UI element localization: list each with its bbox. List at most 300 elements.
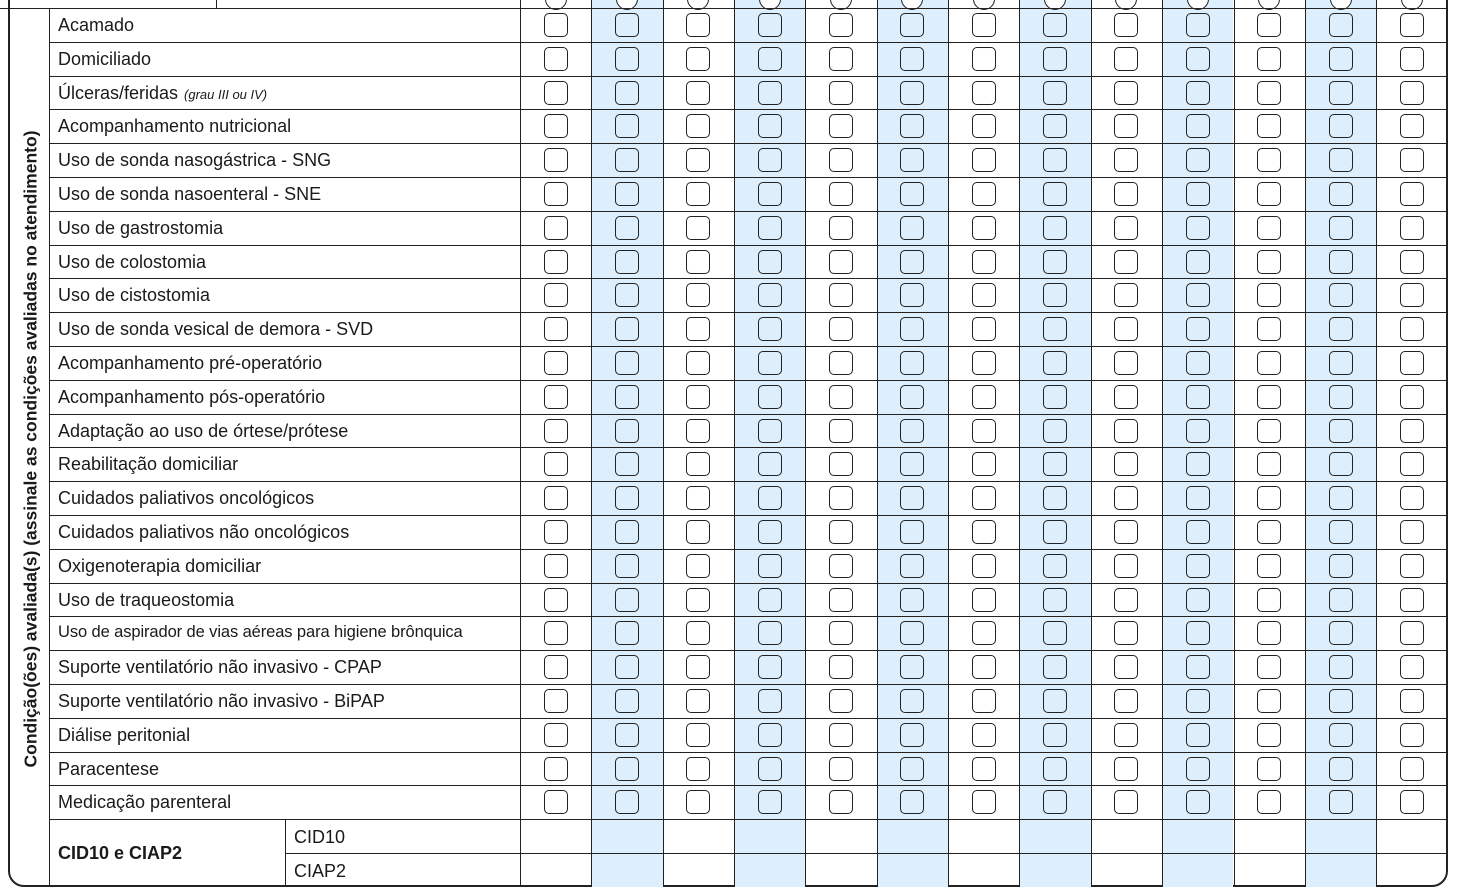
condition-checkbox[interactable] — [1329, 182, 1353, 206]
condition-checkbox[interactable] — [829, 385, 853, 409]
condition-checkbox[interactable] — [1257, 317, 1281, 341]
condition-checkbox[interactable] — [544, 452, 568, 476]
condition-checkbox[interactable] — [1043, 283, 1067, 307]
condition-checkbox[interactable] — [1257, 250, 1281, 274]
condition-checkbox[interactable] — [758, 283, 782, 307]
condition-checkbox[interactable] — [544, 757, 568, 781]
condition-checkbox[interactable] — [615, 114, 639, 138]
condition-checkbox[interactable] — [972, 148, 996, 172]
condition-checkbox[interactable] — [1043, 385, 1067, 409]
condition-checkbox[interactable] — [972, 486, 996, 510]
condition-checkbox[interactable] — [1186, 216, 1210, 240]
condition-checkbox[interactable] — [544, 351, 568, 375]
condition-checkbox[interactable] — [615, 81, 639, 105]
condition-checkbox[interactable] — [686, 790, 710, 814]
condition-checkbox[interactable] — [758, 81, 782, 105]
condition-checkbox[interactable] — [758, 486, 782, 510]
condition-checkbox[interactable] — [829, 317, 853, 341]
condition-checkbox[interactable] — [1400, 452, 1424, 476]
cid-code-input[interactable] — [878, 820, 947, 852]
condition-checkbox[interactable] — [1257, 689, 1281, 713]
condition-checkbox[interactable] — [972, 419, 996, 443]
condition-checkbox[interactable] — [1329, 419, 1353, 443]
condition-checkbox[interactable] — [972, 250, 996, 274]
cid-code-input[interactable] — [592, 820, 661, 852]
cid-code-input[interactable] — [1092, 820, 1161, 852]
condition-checkbox[interactable] — [1257, 621, 1281, 645]
condition-checkbox[interactable] — [972, 114, 996, 138]
condition-checkbox[interactable] — [1257, 520, 1281, 544]
condition-checkbox[interactable] — [900, 148, 924, 172]
condition-checkbox[interactable] — [1257, 216, 1281, 240]
condition-checkbox[interactable] — [758, 351, 782, 375]
condition-checkbox[interactable] — [758, 148, 782, 172]
condition-checkbox[interactable] — [1400, 317, 1424, 341]
condition-checkbox[interactable] — [1257, 419, 1281, 443]
condition-checkbox[interactable] — [1114, 790, 1138, 814]
condition-checkbox[interactable] — [615, 621, 639, 645]
condition-checkbox[interactable] — [972, 283, 996, 307]
cid-code-input[interactable] — [735, 854, 804, 886]
condition-checkbox[interactable] — [758, 182, 782, 206]
condition-checkbox[interactable] — [1329, 317, 1353, 341]
condition-checkbox[interactable] — [972, 621, 996, 645]
condition-checkbox[interactable] — [615, 520, 639, 544]
condition-checkbox[interactable] — [1114, 317, 1138, 341]
condition-checkbox[interactable] — [1400, 655, 1424, 679]
condition-checkbox[interactable] — [758, 13, 782, 37]
condition-checkbox[interactable] — [615, 486, 639, 510]
condition-checkbox[interactable] — [1114, 554, 1138, 578]
condition-checkbox[interactable] — [1257, 723, 1281, 747]
condition-checkbox[interactable] — [1114, 13, 1138, 37]
condition-checkbox[interactable] — [1186, 114, 1210, 138]
condition-checkbox[interactable] — [1114, 182, 1138, 206]
condition-checkbox[interactable] — [686, 520, 710, 544]
condition-checkbox[interactable] — [900, 689, 924, 713]
condition-checkbox[interactable] — [829, 554, 853, 578]
condition-checkbox[interactable] — [1043, 419, 1067, 443]
condition-checkbox[interactable] — [615, 182, 639, 206]
condition-checkbox[interactable] — [1043, 790, 1067, 814]
condition-checkbox[interactable] — [758, 419, 782, 443]
condition-checkbox[interactable] — [900, 621, 924, 645]
condition-checkbox[interactable] — [615, 250, 639, 274]
cid-code-input[interactable] — [592, 854, 661, 886]
condition-checkbox[interactable] — [829, 452, 853, 476]
condition-checkbox[interactable] — [544, 283, 568, 307]
condition-checkbox[interactable] — [1186, 47, 1210, 71]
cid-code-input[interactable] — [1377, 854, 1446, 886]
condition-checkbox[interactable] — [829, 13, 853, 37]
condition-checkbox[interactable] — [1400, 723, 1424, 747]
condition-checkbox[interactable] — [1043, 351, 1067, 375]
condition-checkbox[interactable] — [1186, 655, 1210, 679]
condition-checkbox[interactable] — [544, 81, 568, 105]
condition-checkbox[interactable] — [972, 757, 996, 781]
condition-checkbox[interactable] — [686, 689, 710, 713]
condition-checkbox[interactable] — [1186, 419, 1210, 443]
condition-checkbox[interactable] — [758, 655, 782, 679]
condition-checkbox[interactable] — [972, 554, 996, 578]
condition-checkbox[interactable] — [1186, 790, 1210, 814]
condition-checkbox[interactable] — [1329, 283, 1353, 307]
condition-checkbox[interactable] — [1400, 81, 1424, 105]
condition-checkbox[interactable] — [615, 588, 639, 612]
condition-checkbox[interactable] — [615, 148, 639, 172]
condition-checkbox[interactable] — [1400, 790, 1424, 814]
condition-checkbox[interactable] — [544, 621, 568, 645]
condition-checkbox[interactable] — [1257, 588, 1281, 612]
condition-checkbox[interactable] — [1400, 216, 1424, 240]
cid-code-input[interactable] — [1306, 820, 1375, 852]
condition-checkbox[interactable] — [829, 621, 853, 645]
condition-checkbox[interactable] — [829, 723, 853, 747]
condition-checkbox[interactable] — [1329, 655, 1353, 679]
condition-checkbox[interactable] — [1043, 723, 1067, 747]
condition-checkbox[interactable] — [686, 148, 710, 172]
condition-checkbox[interactable] — [900, 13, 924, 37]
condition-checkbox[interactable] — [1257, 47, 1281, 71]
condition-checkbox[interactable] — [1186, 689, 1210, 713]
condition-checkbox[interactable] — [686, 283, 710, 307]
condition-checkbox[interactable] — [544, 655, 568, 679]
condition-checkbox[interactable] — [1114, 520, 1138, 544]
condition-checkbox[interactable] — [1329, 114, 1353, 138]
condition-checkbox[interactable] — [1114, 655, 1138, 679]
condition-checkbox[interactable] — [544, 47, 568, 71]
condition-checkbox[interactable] — [972, 317, 996, 341]
cid-code-input[interactable] — [1020, 854, 1089, 886]
condition-checkbox[interactable] — [1329, 486, 1353, 510]
condition-checkbox[interactable] — [900, 757, 924, 781]
condition-checkbox[interactable] — [1257, 757, 1281, 781]
condition-checkbox[interactable] — [1329, 588, 1353, 612]
cid-code-input[interactable] — [1235, 854, 1304, 886]
cid-code-input[interactable] — [878, 854, 947, 886]
condition-checkbox[interactable] — [1257, 148, 1281, 172]
cid-code-input[interactable] — [1020, 820, 1089, 852]
condition-checkbox[interactable] — [1043, 588, 1067, 612]
condition-checkbox[interactable] — [686, 554, 710, 578]
condition-checkbox[interactable] — [829, 419, 853, 443]
condition-checkbox[interactable] — [615, 452, 639, 476]
condition-checkbox[interactable] — [972, 182, 996, 206]
condition-checkbox[interactable] — [615, 655, 639, 679]
condition-checkbox[interactable] — [615, 723, 639, 747]
condition-checkbox[interactable] — [1043, 13, 1067, 37]
condition-checkbox[interactable] — [615, 13, 639, 37]
condition-checkbox[interactable] — [972, 81, 996, 105]
condition-checkbox[interactable] — [1257, 114, 1281, 138]
condition-checkbox[interactable] — [1257, 13, 1281, 37]
condition-checkbox[interactable] — [829, 182, 853, 206]
condition-checkbox[interactable] — [972, 13, 996, 37]
condition-checkbox[interactable] — [544, 148, 568, 172]
condition-checkbox[interactable] — [900, 790, 924, 814]
condition-checkbox[interactable] — [1043, 757, 1067, 781]
condition-checkbox[interactable] — [900, 520, 924, 544]
condition-checkbox[interactable] — [1400, 621, 1424, 645]
condition-checkbox[interactable] — [1043, 182, 1067, 206]
condition-checkbox[interactable] — [1043, 81, 1067, 105]
condition-checkbox[interactable] — [1257, 182, 1281, 206]
condition-checkbox[interactable] — [1186, 182, 1210, 206]
condition-checkbox[interactable] — [758, 452, 782, 476]
condition-checkbox[interactable] — [758, 790, 782, 814]
condition-checkbox[interactable] — [900, 114, 924, 138]
condition-checkbox[interactable] — [1043, 216, 1067, 240]
condition-checkbox[interactable] — [1114, 385, 1138, 409]
condition-checkbox[interactable] — [615, 216, 639, 240]
condition-checkbox[interactable] — [615, 554, 639, 578]
condition-checkbox[interactable] — [900, 486, 924, 510]
condition-checkbox[interactable] — [972, 655, 996, 679]
condition-checkbox[interactable] — [758, 114, 782, 138]
condition-checkbox[interactable] — [758, 757, 782, 781]
condition-checkbox[interactable] — [686, 621, 710, 645]
condition-checkbox[interactable] — [1114, 216, 1138, 240]
condition-checkbox[interactable] — [1257, 81, 1281, 105]
condition-checkbox[interactable] — [972, 790, 996, 814]
condition-checkbox[interactable] — [1186, 81, 1210, 105]
condition-checkbox[interactable] — [1186, 148, 1210, 172]
condition-checkbox[interactable] — [544, 419, 568, 443]
condition-checkbox[interactable] — [829, 520, 853, 544]
condition-checkbox[interactable] — [1400, 554, 1424, 578]
condition-checkbox[interactable] — [544, 216, 568, 240]
condition-checkbox[interactable] — [758, 621, 782, 645]
condition-checkbox[interactable] — [1043, 317, 1067, 341]
condition-checkbox[interactable] — [1400, 148, 1424, 172]
condition-checkbox[interactable] — [758, 520, 782, 544]
condition-checkbox[interactable] — [829, 114, 853, 138]
cid-code-input[interactable] — [949, 820, 1018, 852]
cid-code-input[interactable] — [806, 820, 875, 852]
condition-checkbox[interactable] — [829, 588, 853, 612]
condition-checkbox[interactable] — [1043, 554, 1067, 578]
cid-code-input[interactable] — [1163, 820, 1232, 852]
cid-code-input[interactable] — [664, 854, 733, 886]
condition-checkbox[interactable] — [1114, 621, 1138, 645]
condition-checkbox[interactable] — [686, 216, 710, 240]
condition-checkbox[interactable] — [1329, 216, 1353, 240]
condition-checkbox[interactable] — [758, 554, 782, 578]
condition-checkbox[interactable] — [972, 216, 996, 240]
condition-checkbox[interactable] — [1186, 351, 1210, 375]
condition-checkbox[interactable] — [972, 588, 996, 612]
condition-checkbox[interactable] — [829, 216, 853, 240]
condition-checkbox[interactable] — [1114, 283, 1138, 307]
condition-checkbox[interactable] — [544, 317, 568, 341]
condition-checkbox[interactable] — [1400, 250, 1424, 274]
condition-checkbox[interactable] — [1257, 385, 1281, 409]
condition-checkbox[interactable] — [900, 723, 924, 747]
condition-checkbox[interactable] — [1114, 723, 1138, 747]
condition-checkbox[interactable] — [1186, 588, 1210, 612]
condition-checkbox[interactable] — [1329, 520, 1353, 544]
condition-checkbox[interactable] — [1043, 655, 1067, 679]
condition-checkbox[interactable] — [1400, 588, 1424, 612]
condition-checkbox[interactable] — [615, 757, 639, 781]
condition-checkbox[interactable] — [1400, 182, 1424, 206]
condition-checkbox[interactable] — [686, 13, 710, 37]
condition-checkbox[interactable] — [1400, 351, 1424, 375]
condition-checkbox[interactable] — [900, 216, 924, 240]
condition-checkbox[interactable] — [1114, 486, 1138, 510]
condition-checkbox[interactable] — [1186, 13, 1210, 37]
condition-checkbox[interactable] — [1043, 486, 1067, 510]
condition-checkbox[interactable] — [972, 47, 996, 71]
condition-checkbox[interactable] — [1186, 250, 1210, 274]
condition-checkbox[interactable] — [1329, 554, 1353, 578]
condition-checkbox[interactable] — [1400, 283, 1424, 307]
condition-checkbox[interactable] — [1186, 757, 1210, 781]
cid-code-input[interactable] — [1163, 854, 1232, 886]
condition-checkbox[interactable] — [972, 351, 996, 375]
cid-code-input[interactable] — [1092, 854, 1161, 886]
cid-code-input[interactable] — [521, 820, 590, 852]
condition-checkbox[interactable] — [900, 385, 924, 409]
condition-checkbox[interactable] — [829, 47, 853, 71]
condition-checkbox[interactable] — [615, 317, 639, 341]
condition-checkbox[interactable] — [544, 588, 568, 612]
condition-checkbox[interactable] — [1329, 757, 1353, 781]
condition-checkbox[interactable] — [758, 250, 782, 274]
cid-code-input[interactable] — [735, 820, 804, 852]
condition-checkbox[interactable] — [900, 554, 924, 578]
condition-checkbox[interactable] — [615, 385, 639, 409]
condition-checkbox[interactable] — [1329, 148, 1353, 172]
condition-checkbox[interactable] — [758, 588, 782, 612]
condition-checkbox[interactable] — [1257, 790, 1281, 814]
condition-checkbox[interactable] — [1114, 81, 1138, 105]
condition-checkbox[interactable] — [1186, 317, 1210, 341]
condition-checkbox[interactable] — [1186, 385, 1210, 409]
condition-checkbox[interactable] — [686, 452, 710, 476]
condition-checkbox[interactable] — [544, 114, 568, 138]
condition-checkbox[interactable] — [900, 655, 924, 679]
condition-checkbox[interactable] — [1043, 689, 1067, 713]
condition-checkbox[interactable] — [615, 47, 639, 71]
condition-checkbox[interactable] — [1257, 351, 1281, 375]
condition-checkbox[interactable] — [900, 452, 924, 476]
condition-checkbox[interactable] — [1400, 757, 1424, 781]
condition-checkbox[interactable] — [1043, 47, 1067, 71]
condition-checkbox[interactable] — [1257, 452, 1281, 476]
condition-checkbox[interactable] — [1043, 114, 1067, 138]
condition-checkbox[interactable] — [829, 351, 853, 375]
condition-checkbox[interactable] — [1186, 452, 1210, 476]
condition-checkbox[interactable] — [1114, 351, 1138, 375]
condition-checkbox[interactable] — [686, 419, 710, 443]
condition-checkbox[interactable] — [544, 13, 568, 37]
condition-checkbox[interactable] — [1043, 452, 1067, 476]
condition-checkbox[interactable] — [615, 351, 639, 375]
condition-checkbox[interactable] — [544, 182, 568, 206]
condition-checkbox[interactable] — [615, 790, 639, 814]
condition-checkbox[interactable] — [758, 723, 782, 747]
condition-checkbox[interactable] — [1186, 723, 1210, 747]
condition-checkbox[interactable] — [544, 723, 568, 747]
cid-code-input[interactable] — [949, 854, 1018, 886]
condition-checkbox[interactable] — [900, 317, 924, 341]
cid-code-input[interactable] — [664, 820, 733, 852]
condition-checkbox[interactable] — [900, 81, 924, 105]
condition-checkbox[interactable] — [829, 283, 853, 307]
condition-checkbox[interactable] — [544, 486, 568, 510]
condition-checkbox[interactable] — [1329, 81, 1353, 105]
condition-checkbox[interactable] — [900, 47, 924, 71]
cid-code-input[interactable] — [1377, 820, 1446, 852]
condition-checkbox[interactable] — [1043, 520, 1067, 544]
condition-checkbox[interactable] — [972, 723, 996, 747]
condition-checkbox[interactable] — [686, 655, 710, 679]
condition-checkbox[interactable] — [1329, 452, 1353, 476]
condition-checkbox[interactable] — [686, 757, 710, 781]
condition-checkbox[interactable] — [1400, 419, 1424, 443]
condition-checkbox[interactable] — [1329, 385, 1353, 409]
condition-checkbox[interactable] — [829, 148, 853, 172]
condition-checkbox[interactable] — [758, 689, 782, 713]
condition-checkbox[interactable] — [829, 655, 853, 679]
condition-checkbox[interactable] — [1257, 655, 1281, 679]
condition-checkbox[interactable] — [1329, 13, 1353, 37]
condition-checkbox[interactable] — [1114, 689, 1138, 713]
condition-checkbox[interactable] — [1043, 148, 1067, 172]
condition-checkbox[interactable] — [1186, 283, 1210, 307]
condition-checkbox[interactable] — [686, 723, 710, 747]
condition-checkbox[interactable] — [615, 689, 639, 713]
condition-checkbox[interactable] — [544, 385, 568, 409]
condition-checkbox[interactable] — [686, 182, 710, 206]
condition-checkbox[interactable] — [615, 419, 639, 443]
condition-checkbox[interactable] — [900, 250, 924, 274]
condition-checkbox[interactable] — [1400, 385, 1424, 409]
condition-checkbox[interactable] — [1114, 757, 1138, 781]
condition-checkbox[interactable] — [1186, 520, 1210, 544]
condition-checkbox[interactable] — [758, 47, 782, 71]
condition-checkbox[interactable] — [686, 351, 710, 375]
condition-checkbox[interactable] — [972, 689, 996, 713]
condition-checkbox[interactable] — [1257, 283, 1281, 307]
condition-checkbox[interactable] — [1400, 114, 1424, 138]
condition-checkbox[interactable] — [1186, 554, 1210, 578]
condition-checkbox[interactable] — [686, 250, 710, 274]
condition-checkbox[interactable] — [686, 588, 710, 612]
condition-checkbox[interactable] — [1329, 723, 1353, 747]
condition-checkbox[interactable] — [1400, 13, 1424, 37]
condition-checkbox[interactable] — [1043, 250, 1067, 274]
condition-checkbox[interactable] — [1400, 689, 1424, 713]
condition-checkbox[interactable] — [829, 81, 853, 105]
condition-checkbox[interactable] — [1114, 250, 1138, 274]
condition-checkbox[interactable] — [900, 419, 924, 443]
condition-checkbox[interactable] — [686, 486, 710, 510]
condition-checkbox[interactable] — [900, 182, 924, 206]
condition-checkbox[interactable] — [686, 47, 710, 71]
condition-checkbox[interactable] — [1329, 351, 1353, 375]
condition-checkbox[interactable] — [900, 283, 924, 307]
condition-checkbox[interactable] — [1400, 520, 1424, 544]
condition-checkbox[interactable] — [544, 790, 568, 814]
condition-checkbox[interactable] — [1257, 554, 1281, 578]
condition-checkbox[interactable] — [758, 317, 782, 341]
condition-checkbox[interactable] — [829, 486, 853, 510]
condition-checkbox[interactable] — [972, 520, 996, 544]
condition-checkbox[interactable] — [1329, 621, 1353, 645]
condition-checkbox[interactable] — [686, 317, 710, 341]
